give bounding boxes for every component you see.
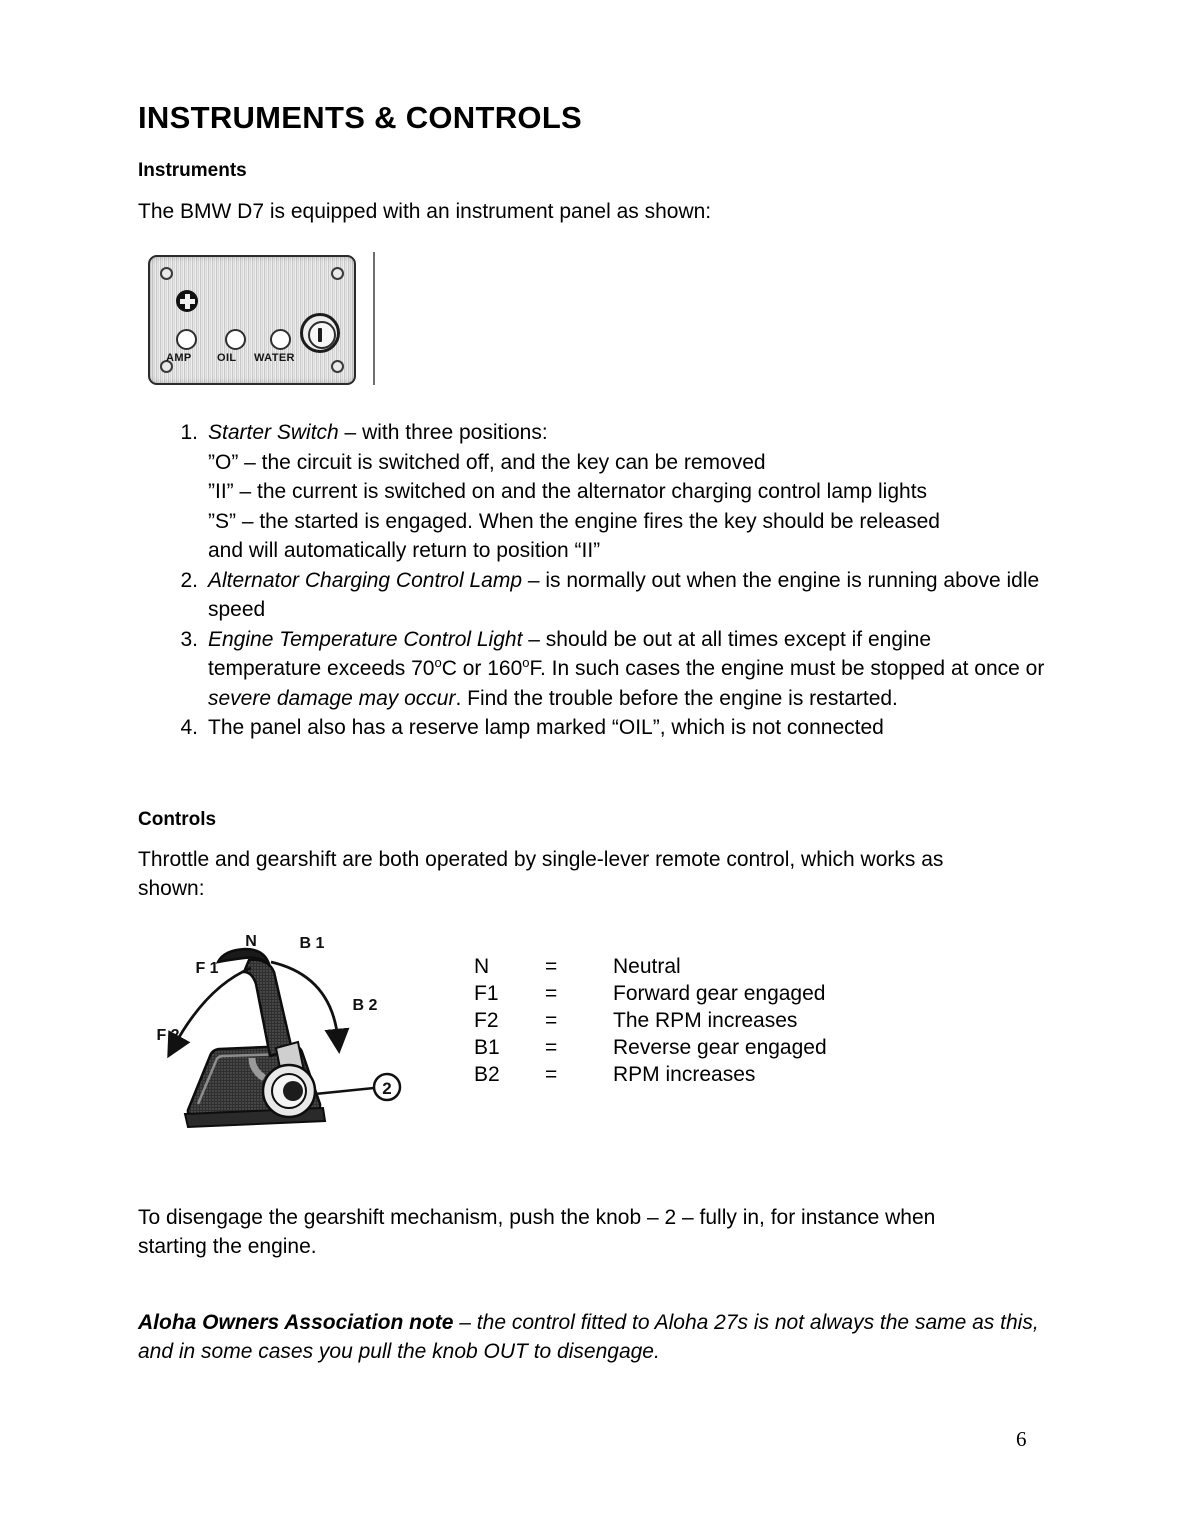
list-item [138, 418, 1048, 566]
key-switch-inner-ring [308, 321, 336, 349]
degree-symbol-celsius: o [434, 655, 442, 670]
starter-key-switch-icon [300, 313, 340, 353]
instrument-panel-figure [148, 255, 378, 388]
list-item-dash: – [338, 421, 363, 444]
figure-divider-line [373, 252, 375, 385]
legend-description: The RPM increases [613, 1009, 798, 1032]
list-item-number: 2. [180, 568, 198, 592]
lever-label-b1: B 1 [299, 935, 325, 952]
starter-position-ii: ”II” – the current is switched on and the alternator charging control lamp lights [208, 480, 928, 503]
remote-control-lever-figure [152, 928, 442, 1138]
screw-icon [331, 267, 344, 280]
knob-disengage-paragraph [138, 1203, 1048, 1261]
list-item-text: The panel also has a reserve lamp marked “OIL”, which is not connected [208, 716, 884, 739]
aloha-note-text: – the control fitted to Aloha 27s is not always the same as this, and in some cases you pull the knob OUT to disengage. [138, 1311, 1039, 1363]
list-item-number: 1. [180, 421, 198, 444]
list-item-lead: is normally out when the engine is running above idle speed [208, 568, 1040, 621]
amp-lamp-icon [176, 329, 197, 350]
degree-symbol-fahrenheit: o [522, 655, 530, 670]
list-item-body-c: F. In such cases the engine must be stopped at once or [529, 657, 1045, 680]
controls-intro-line-1: Throttle and gearshift are both operated by single-lever remote control, which works as [138, 848, 944, 871]
lever-label-f2: F 2 [156, 1027, 180, 1044]
screw-icon [331, 360, 344, 373]
legend-key: N [474, 955, 490, 978]
list-item [138, 713, 1048, 743]
screw-icon [160, 267, 173, 280]
instruments-intro-paragraph: The BMW D7 is equipped with an instrument panel as shown: [138, 200, 712, 223]
controls-intro-line-2: shown: [138, 877, 205, 900]
table-row [474, 1007, 827, 1034]
knob-callout [315, 1074, 400, 1100]
list-item-body-a: should be out at all times except if engine temperature exceeds 70 [208, 627, 932, 680]
starter-position-s: ”S” – the started is engaged. When the engine fires the key should be released [208, 509, 940, 533]
list-item-dash: – [522, 627, 546, 651]
starter-position-o: ”O” – the circuit is switched off, and the key can be removed [208, 450, 766, 474]
legend-equals: = [545, 1036, 558, 1059]
list-item-dash: – [522, 568, 546, 592]
water-lamp-label: WATER [254, 352, 295, 364]
legend-description: Neutral [613, 955, 681, 978]
aloha-owners-note [138, 1308, 1048, 1366]
legend-equals: = [545, 955, 558, 978]
legend-equals: = [545, 1063, 558, 1086]
table-row [474, 980, 827, 1007]
key-switch-slot [318, 328, 322, 342]
legend-key: B2 [474, 1063, 500, 1086]
legend-description: RPM increases [613, 1063, 756, 1086]
forward-direction-arrow [174, 968, 251, 1046]
starter-position-s-cont: and will automatically return to position “II” [208, 539, 601, 562]
section-heading-instruments: Instruments [138, 159, 247, 181]
legend-body [474, 953, 827, 1088]
legend-equals: = [545, 982, 558, 1005]
list-item-body-d: . Find the trouble before the engine is restarted. [455, 686, 898, 710]
list-item-body-b: C or 160 [441, 657, 523, 680]
oil-lamp-icon [225, 329, 246, 350]
table-row [474, 953, 827, 980]
aloha-note-label: Aloha Owners Association note [138, 1311, 454, 1334]
lever-diagram-svg [152, 928, 442, 1138]
instruments-numbered-list [138, 418, 1048, 743]
lever-label-b2: B 2 [352, 997, 378, 1014]
page-number: 6 [1016, 1427, 1027, 1451]
section-heading-controls: Controls [138, 808, 217, 830]
list-item [138, 625, 1048, 714]
table-row [474, 1061, 827, 1088]
lever-label-n: N [245, 933, 257, 950]
water-lamp-icon [270, 329, 291, 350]
list-item-lead: with three positions: [362, 421, 548, 444]
instrument-panel-body [148, 255, 356, 385]
lever-position-legend [474, 953, 827, 1088]
page-title: INSTRUMENTS & CONTROLS [138, 99, 583, 135]
list-item [138, 566, 1048, 625]
list-item-title: Alternator Charging Control Lamp [208, 568, 522, 592]
list-item-title: Engine Temperature Control Light [208, 627, 523, 651]
amp-lamp-label: AMP [166, 352, 192, 364]
oil-lamp-label: OIL [217, 352, 237, 364]
controls-intro-paragraph [138, 845, 1048, 903]
legend-key: B1 [474, 1036, 500, 1059]
knob-note-line-2: starting the engine. [138, 1235, 317, 1258]
lever-label-f1: F 1 [195, 960, 219, 977]
legend-equals: = [545, 1009, 558, 1032]
legend-description: Forward gear engaged [613, 982, 826, 1005]
legend-key: F1 [474, 982, 499, 1005]
list-item-number: 4. [180, 716, 198, 739]
knob-note-line-1: To disengage the gearshift mechanism, push the knob – 2 – fully in, for instance when [138, 1206, 936, 1229]
knob-callout-number: 2 [382, 1079, 392, 1098]
table-row [474, 1034, 827, 1061]
legend-description: Reverse gear engaged [613, 1036, 827, 1059]
legend-key: F2 [474, 1009, 499, 1032]
list-item-emphasis: severe damage may occur [208, 686, 456, 710]
alternator-charging-lamp-icon [176, 290, 198, 312]
list-item-number: 3. [180, 627, 198, 651]
list-item-title: Starter Switch [208, 421, 339, 444]
